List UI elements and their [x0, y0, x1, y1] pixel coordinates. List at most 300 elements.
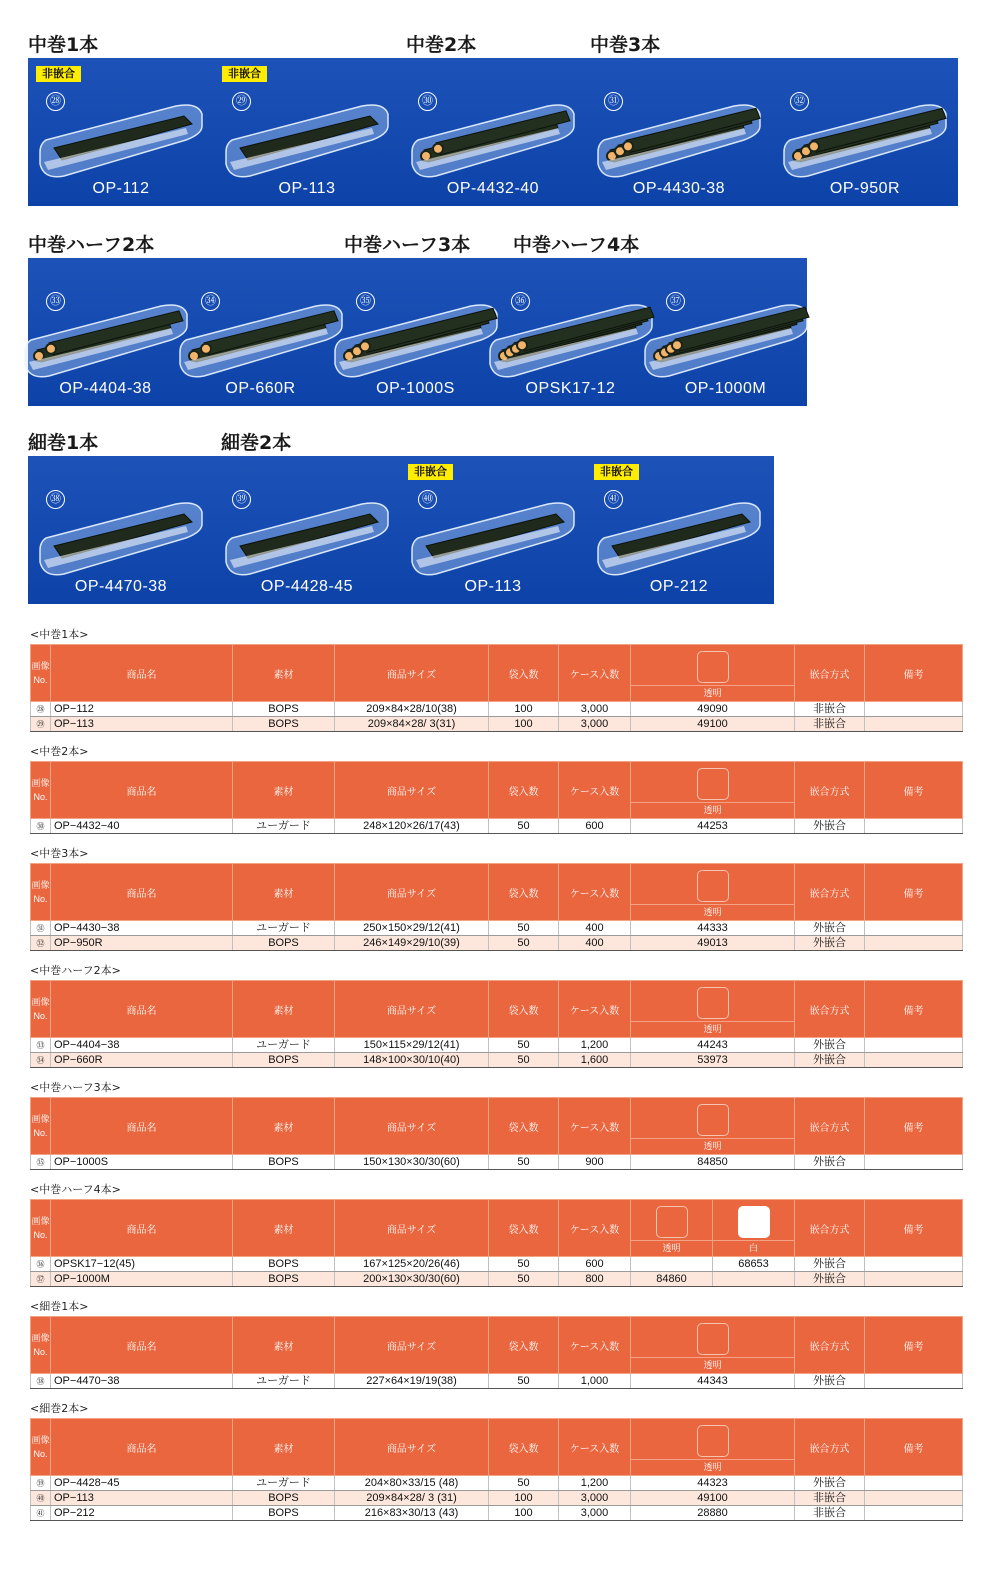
cell-bag-qty: 50 — [489, 1257, 559, 1272]
color-swatch-wrap — [713, 1200, 794, 1240]
color-label: 透明 — [631, 1459, 794, 1475]
header-material: 素材 — [233, 1098, 335, 1155]
header-label: 画像 — [31, 1333, 50, 1343]
color-swatch-clear — [697, 651, 729, 683]
header-fit-method: 嵌合方式 — [795, 864, 865, 921]
cell-product-name: OP−112 — [51, 702, 233, 717]
spec-table — [30, 1316, 963, 1389]
image-number-badge: ㊳ — [46, 490, 65, 509]
cell-code-clear: 53973 — [631, 1053, 795, 1068]
header-bag-qty: 袋入数 — [489, 645, 559, 702]
color-label: 透明 — [631, 802, 794, 818]
color-swatch-wrap — [631, 762, 794, 802]
cell-product-size: 204×80×33/15 (48) — [335, 1476, 489, 1491]
container-tray-image — [222, 98, 392, 180]
cell-product-name: OP−660R — [51, 1053, 233, 1068]
cell-case-qty: 3,000 — [559, 717, 631, 732]
cell-bag-qty: 100 — [489, 702, 559, 717]
header-product-size: 商品サイズ — [335, 1200, 489, 1257]
photo-group-chumaki — [28, 30, 958, 206]
product-code: OP-113 — [278, 180, 336, 197]
cell-case-qty: 600 — [559, 1257, 631, 1272]
image-number-badge: ㊶ — [604, 490, 623, 509]
cell-case-qty: 600 — [559, 819, 631, 834]
cell-fit-method: 外嵌合 — [795, 1053, 865, 1068]
product-code: OP-660R — [225, 380, 296, 397]
cell-code-white: 68653 — [713, 1257, 795, 1272]
table-section-title: <中巻ハーフ4本> — [30, 1183, 121, 1196]
cell-image-no: ㊴ — [31, 1476, 51, 1491]
cell-case-qty: 400 — [559, 921, 631, 936]
header-image-no — [31, 981, 51, 1038]
header-color-clear — [631, 981, 795, 1038]
header-label: No. — [33, 894, 48, 904]
cell-note — [865, 819, 963, 834]
header-bag-qty: 袋入数 — [489, 762, 559, 819]
product-code: OP-4428-45 — [260, 578, 354, 595]
cell-fit-method: 外嵌合 — [795, 1038, 865, 1053]
color-label: 透明 — [631, 1021, 794, 1037]
header-product-size: 商品サイズ — [335, 981, 489, 1038]
color-swatch-clear — [697, 1104, 729, 1136]
group-heading: 中巻1本 — [28, 34, 99, 56]
product-tile — [28, 456, 214, 604]
header-image-no — [31, 864, 51, 921]
header-label: No. — [33, 1128, 48, 1138]
header-image-no — [31, 1317, 51, 1374]
product-tile — [586, 58, 772, 206]
cell-product-size: 209×84×28/ 3(31) — [335, 717, 489, 732]
header-material: 素材 — [233, 1419, 335, 1476]
image-number-badge: ㉝ — [46, 292, 65, 311]
header-bag-qty: 袋入数 — [489, 1419, 559, 1476]
table-row — [31, 1053, 963, 1068]
cell-product-size: 167×125×20/26(46) — [335, 1257, 489, 1272]
cell-product-name: OP−4432−40 — [51, 819, 233, 834]
cell-bag-qty: 100 — [489, 1491, 559, 1506]
header-case-qty: ケース入数 — [559, 981, 631, 1038]
product-tile — [28, 258, 183, 406]
header-label: 画像 — [31, 997, 50, 1007]
header-label: 画像 — [31, 1114, 50, 1124]
photo-group-chumaki-half — [28, 230, 807, 406]
header-color-clear — [631, 645, 795, 702]
table-section-title: <中巻2本> — [30, 745, 89, 758]
spec-table-section — [30, 1181, 962, 1287]
cell-code-clear: 84850 — [631, 1155, 795, 1170]
cell-bag-qty: 50 — [489, 819, 559, 834]
cell-case-qty: 3,000 — [559, 702, 631, 717]
header-case-qty: ケース入数 — [559, 1419, 631, 1476]
cell-fit-method: 非嵌合 — [795, 717, 865, 732]
table-section-title: <中巻1本> — [30, 628, 89, 641]
table-row — [31, 1155, 963, 1170]
header-label: 画像 — [31, 880, 50, 890]
color-swatch-wrap — [631, 1098, 794, 1138]
header-image-no — [31, 1419, 51, 1476]
image-number-badge: ㉟ — [356, 292, 375, 311]
header-bag-qty: 袋入数 — [489, 981, 559, 1038]
product-code: OP-4470-38 — [74, 578, 168, 595]
header-image-no — [31, 1200, 51, 1257]
header-note: 備考 — [865, 864, 963, 921]
cell-code-clear: 28880 — [631, 1506, 795, 1521]
cell-product-size: 250×150×29/12(41) — [335, 921, 489, 936]
cell-bag-qty: 50 — [489, 1053, 559, 1068]
cell-note — [865, 717, 963, 732]
group-heading: 細巻2本 — [221, 432, 292, 454]
product-photo-panel — [28, 58, 958, 206]
cell-fit-method: 外嵌合 — [795, 921, 865, 936]
header-product-name: 商品名 — [51, 1098, 233, 1155]
cell-image-no: ㉚ — [31, 819, 51, 834]
cell-product-name: OP−113 — [51, 717, 233, 732]
header-case-qty: ケース入数 — [559, 1317, 631, 1374]
header-label: No. — [33, 675, 48, 685]
header-product-size: 商品サイズ — [335, 645, 489, 702]
group-heading: 中巻ハーフ4本 — [513, 234, 640, 256]
cell-product-name: OP−4428−45 — [51, 1476, 233, 1491]
group-heading: 細巻1本 — [28, 432, 99, 454]
product-tile — [214, 456, 400, 604]
cell-product-size: 200×130×30/30(60) — [335, 1272, 489, 1287]
header-product-name: 商品名 — [51, 981, 233, 1038]
cell-image-no: ㉘ — [31, 702, 51, 717]
cell-image-no: ㉝ — [31, 1038, 51, 1053]
header-label: No. — [33, 1347, 48, 1357]
color-swatch-clear — [697, 870, 729, 902]
product-photo-panel — [28, 456, 774, 604]
container-tray-image — [21, 298, 191, 380]
cell-material: BOPS — [233, 1257, 335, 1272]
cell-note — [865, 921, 963, 936]
color-label: 白 — [713, 1240, 794, 1256]
spec-table-section — [30, 743, 962, 834]
cell-image-no: ㉞ — [31, 1053, 51, 1068]
header-product-size: 商品サイズ — [335, 1098, 489, 1155]
cell-image-no: ㉛ — [31, 921, 51, 936]
cell-product-name: OP−1000S — [51, 1155, 233, 1170]
cell-note — [865, 1272, 963, 1287]
cell-bag-qty: 50 — [489, 1374, 559, 1389]
cell-code-clear: 49100 — [631, 717, 795, 732]
cell-note — [865, 1038, 963, 1053]
cell-fit-method: 非嵌合 — [795, 1491, 865, 1506]
header-product-size: 商品サイズ — [335, 864, 489, 921]
cell-note — [865, 702, 963, 717]
cell-case-qty: 1,000 — [559, 1374, 631, 1389]
cell-fit-method: 非嵌合 — [795, 702, 865, 717]
container-tray-image — [408, 98, 578, 180]
table-section-title: <細巻1本> — [30, 1300, 89, 1313]
cell-material: BOPS — [233, 1053, 335, 1068]
cell-code-clear: 49090 — [631, 702, 795, 717]
cell-bag-qty: 50 — [489, 1038, 559, 1053]
table-row — [31, 1506, 963, 1521]
cell-case-qty: 3,000 — [559, 1506, 631, 1521]
image-number-badge: ㉞ — [201, 292, 220, 311]
color-swatch-clear — [697, 768, 729, 800]
color-swatch-wrap — [631, 645, 794, 685]
product-code: OP-112 — [92, 180, 150, 197]
cell-case-qty: 900 — [559, 1155, 631, 1170]
header-case-qty: ケース入数 — [559, 1200, 631, 1257]
header-label: No. — [33, 1449, 48, 1459]
container-tray-image — [36, 496, 206, 578]
table-row — [31, 1491, 963, 1506]
image-number-badge: ㉜ — [790, 92, 809, 111]
table-row — [31, 1374, 963, 1389]
cell-product-name: OP−212 — [51, 1506, 233, 1521]
cell-case-qty: 400 — [559, 936, 631, 951]
color-swatch-wrap — [631, 981, 794, 1021]
header-material: 素材 — [233, 981, 335, 1038]
container-tray-image — [36, 98, 206, 180]
container-tray-image — [176, 298, 346, 380]
header-fit-method: 嵌合方式 — [795, 1419, 865, 1476]
product-code: OP-1000S — [376, 380, 455, 397]
header-fit-method: 嵌合方式 — [795, 1098, 865, 1155]
cell-fit-method: 外嵌合 — [795, 1155, 865, 1170]
product-code: OP-4432-40 — [446, 180, 540, 197]
cell-note — [865, 1155, 963, 1170]
header-material: 素材 — [233, 1200, 335, 1257]
header-bag-qty: 袋入数 — [489, 1098, 559, 1155]
header-color-clear — [631, 864, 795, 921]
product-code: OP-1000M — [684, 380, 767, 397]
header-label: No. — [33, 792, 48, 802]
non-fitting-badge: 非嵌合 — [222, 66, 267, 82]
cell-note — [865, 1053, 963, 1068]
color-swatch-wrap — [631, 1317, 794, 1357]
color-label: 透明 — [631, 1138, 794, 1154]
cell-case-qty: 1,200 — [559, 1476, 631, 1491]
spec-table — [30, 1199, 963, 1287]
cell-product-size: 216×83×30/13 (43) — [335, 1506, 489, 1521]
product-tile — [493, 258, 648, 406]
cell-image-no: ㉟ — [31, 1155, 51, 1170]
cell-note — [865, 1506, 963, 1521]
header-material: 素材 — [233, 645, 335, 702]
header-color-white — [713, 1200, 795, 1257]
product-photo-panel — [28, 258, 807, 406]
image-number-badge: ㊵ — [418, 490, 437, 509]
cell-product-size: 227×64×19/19(38) — [335, 1374, 489, 1389]
cell-material: ユーガード — [233, 1038, 335, 1053]
color-swatch-clear — [656, 1206, 688, 1238]
cell-fit-method: 外嵌合 — [795, 1257, 865, 1272]
cell-product-name: OP−113 — [51, 1491, 233, 1506]
header-image-no — [31, 1098, 51, 1155]
container-tray-image — [594, 496, 764, 578]
image-number-badge: ㊲ — [666, 292, 685, 311]
header-material: 素材 — [233, 864, 335, 921]
cell-bag-qty: 50 — [489, 921, 559, 936]
table-row — [31, 921, 963, 936]
header-case-qty: ケース入数 — [559, 762, 631, 819]
table-section-title: <中巻ハーフ2本> — [30, 964, 121, 977]
cell-code-clear: 44243 — [631, 1038, 795, 1053]
header-case-qty: ケース入数 — [559, 1098, 631, 1155]
non-fitting-badge: 非嵌合 — [36, 66, 81, 82]
product-tile — [28, 58, 214, 206]
header-note: 備考 — [865, 1419, 963, 1476]
spec-table — [30, 980, 963, 1068]
group-heading: 中巻3本 — [590, 34, 661, 56]
cell-product-name: OPSK17−12(45) — [51, 1257, 233, 1272]
cell-bag-qty: 100 — [489, 1506, 559, 1521]
cell-image-no: ㊳ — [31, 1374, 51, 1389]
header-product-name: 商品名 — [51, 1317, 233, 1374]
header-product-name: 商品名 — [51, 762, 233, 819]
cell-material: BOPS — [233, 1155, 335, 1170]
header-label: 画像 — [31, 778, 50, 788]
cell-bag-qty: 50 — [489, 1155, 559, 1170]
product-code: OP-212 — [649, 578, 709, 595]
cell-fit-method: 外嵌合 — [795, 1272, 865, 1287]
cell-image-no: ㊲ — [31, 1272, 51, 1287]
header-fit-method: 嵌合方式 — [795, 645, 865, 702]
cell-material: ユーガード — [233, 819, 335, 834]
table-row — [31, 717, 963, 732]
cell-image-no: ㉜ — [31, 936, 51, 951]
header-color-clear — [631, 762, 795, 819]
header-product-size: 商品サイズ — [335, 762, 489, 819]
cell-case-qty: 1,200 — [559, 1038, 631, 1053]
cell-material: ユーガード — [233, 1374, 335, 1389]
image-number-badge: ㊴ — [232, 490, 251, 509]
cell-note — [865, 1374, 963, 1389]
cell-image-no: ㊱ — [31, 1257, 51, 1272]
group-heading: 中巻2本 — [406, 34, 477, 56]
spec-table — [30, 644, 963, 732]
color-swatch-wrap — [631, 864, 794, 904]
spec-table-section — [30, 626, 962, 732]
cell-fit-method: 外嵌合 — [795, 936, 865, 951]
color-swatch-clear — [697, 987, 729, 1019]
header-label: 画像 — [31, 661, 50, 671]
cell-product-size: 209×84×28/10(38) — [335, 702, 489, 717]
color-swatch-clear — [697, 1425, 729, 1457]
header-note: 備考 — [865, 981, 963, 1038]
cell-product-name: OP−4430−38 — [51, 921, 233, 936]
header-fit-method: 嵌合方式 — [795, 1200, 865, 1257]
cell-bag-qty: 100 — [489, 717, 559, 732]
photo-group-hosomaki — [28, 428, 774, 604]
table-row — [31, 1257, 963, 1272]
cell-note — [865, 1476, 963, 1491]
header-note: 備考 — [865, 1317, 963, 1374]
header-case-qty: ケース入数 — [559, 645, 631, 702]
cell-product-size: 148×100×30/10(40) — [335, 1053, 489, 1068]
header-note: 備考 — [865, 645, 963, 702]
image-number-badge: ㊱ — [511, 292, 530, 311]
product-code: OP-950R — [829, 180, 901, 197]
header-product-name: 商品名 — [51, 1419, 233, 1476]
header-note: 備考 — [865, 762, 963, 819]
header-case-qty: ケース入数 — [559, 864, 631, 921]
cell-material: BOPS — [233, 1272, 335, 1287]
container-tray-image — [222, 496, 392, 578]
cell-image-no: ㊵ — [31, 1491, 51, 1506]
cell-image-no: ㊶ — [31, 1506, 51, 1521]
spec-table — [30, 761, 963, 834]
header-color-clear — [631, 1419, 795, 1476]
header-product-name: 商品名 — [51, 864, 233, 921]
header-material: 素材 — [233, 1317, 335, 1374]
cell-material: BOPS — [233, 1506, 335, 1521]
header-fit-method: 嵌合方式 — [795, 762, 865, 819]
color-label: 透明 — [631, 685, 794, 701]
header-fit-method: 嵌合方式 — [795, 1317, 865, 1374]
cell-code-white — [713, 1272, 795, 1287]
spec-table — [30, 863, 963, 951]
color-swatch-wrap — [631, 1419, 794, 1459]
cell-material: BOPS — [233, 1491, 335, 1506]
product-tile — [214, 58, 400, 206]
table-row — [31, 819, 963, 834]
header-bag-qty: 袋入数 — [489, 864, 559, 921]
cell-code-clear: 44333 — [631, 921, 795, 936]
cell-bag-qty: 50 — [489, 1272, 559, 1287]
cell-material: ユーガード — [233, 921, 335, 936]
spec-table — [30, 1418, 963, 1521]
cell-code-clear: 44253 — [631, 819, 795, 834]
header-image-no — [31, 762, 51, 819]
cell-material: BOPS — [233, 702, 335, 717]
image-number-badge: ㉘ — [46, 92, 65, 111]
cell-product-size: 150×115×29/12(41) — [335, 1038, 489, 1053]
image-number-badge: ㉛ — [604, 92, 623, 111]
header-product-size: 商品サイズ — [335, 1419, 489, 1476]
image-number-badge: ㉙ — [232, 92, 251, 111]
header-label: 画像 — [31, 1435, 50, 1445]
header-note: 備考 — [865, 1200, 963, 1257]
table-row — [31, 1038, 963, 1053]
cell-code-clear: 84860 — [631, 1272, 713, 1287]
header-image-no — [31, 645, 51, 702]
cell-note — [865, 1257, 963, 1272]
spec-table-section — [30, 1298, 962, 1389]
cell-product-size: 150×130×30/30(60) — [335, 1155, 489, 1170]
product-tile — [400, 58, 586, 206]
group-heading: 中巻ハーフ3本 — [344, 234, 471, 256]
product-code: OPSK17-12 — [525, 380, 616, 397]
cell-case-qty: 1,600 — [559, 1053, 631, 1068]
color-label: 透明 — [631, 1357, 794, 1373]
header-fit-method: 嵌合方式 — [795, 981, 865, 1038]
cell-material: BOPS — [233, 936, 335, 951]
container-tray-image — [641, 298, 811, 380]
cell-code-clear: 49100 — [631, 1491, 795, 1506]
cell-bag-qty: 50 — [489, 1476, 559, 1491]
product-tile — [772, 58, 958, 206]
color-label: 透明 — [631, 1240, 712, 1256]
color-label: 透明 — [631, 904, 794, 920]
cell-note — [865, 1491, 963, 1506]
cell-image-no: ㉙ — [31, 717, 51, 732]
cell-fit-method: 外嵌合 — [795, 819, 865, 834]
header-note: 備考 — [865, 1098, 963, 1155]
cell-bag-qty: 50 — [489, 936, 559, 951]
header-bag-qty: 袋入数 — [489, 1200, 559, 1257]
product-tile — [586, 456, 772, 604]
table-row — [31, 702, 963, 717]
cell-fit-method: 非嵌合 — [795, 1506, 865, 1521]
cell-case-qty: 800 — [559, 1272, 631, 1287]
cell-product-size: 209×84×28/ 3 (31) — [335, 1491, 489, 1506]
cell-material: ユーガード — [233, 1476, 335, 1491]
